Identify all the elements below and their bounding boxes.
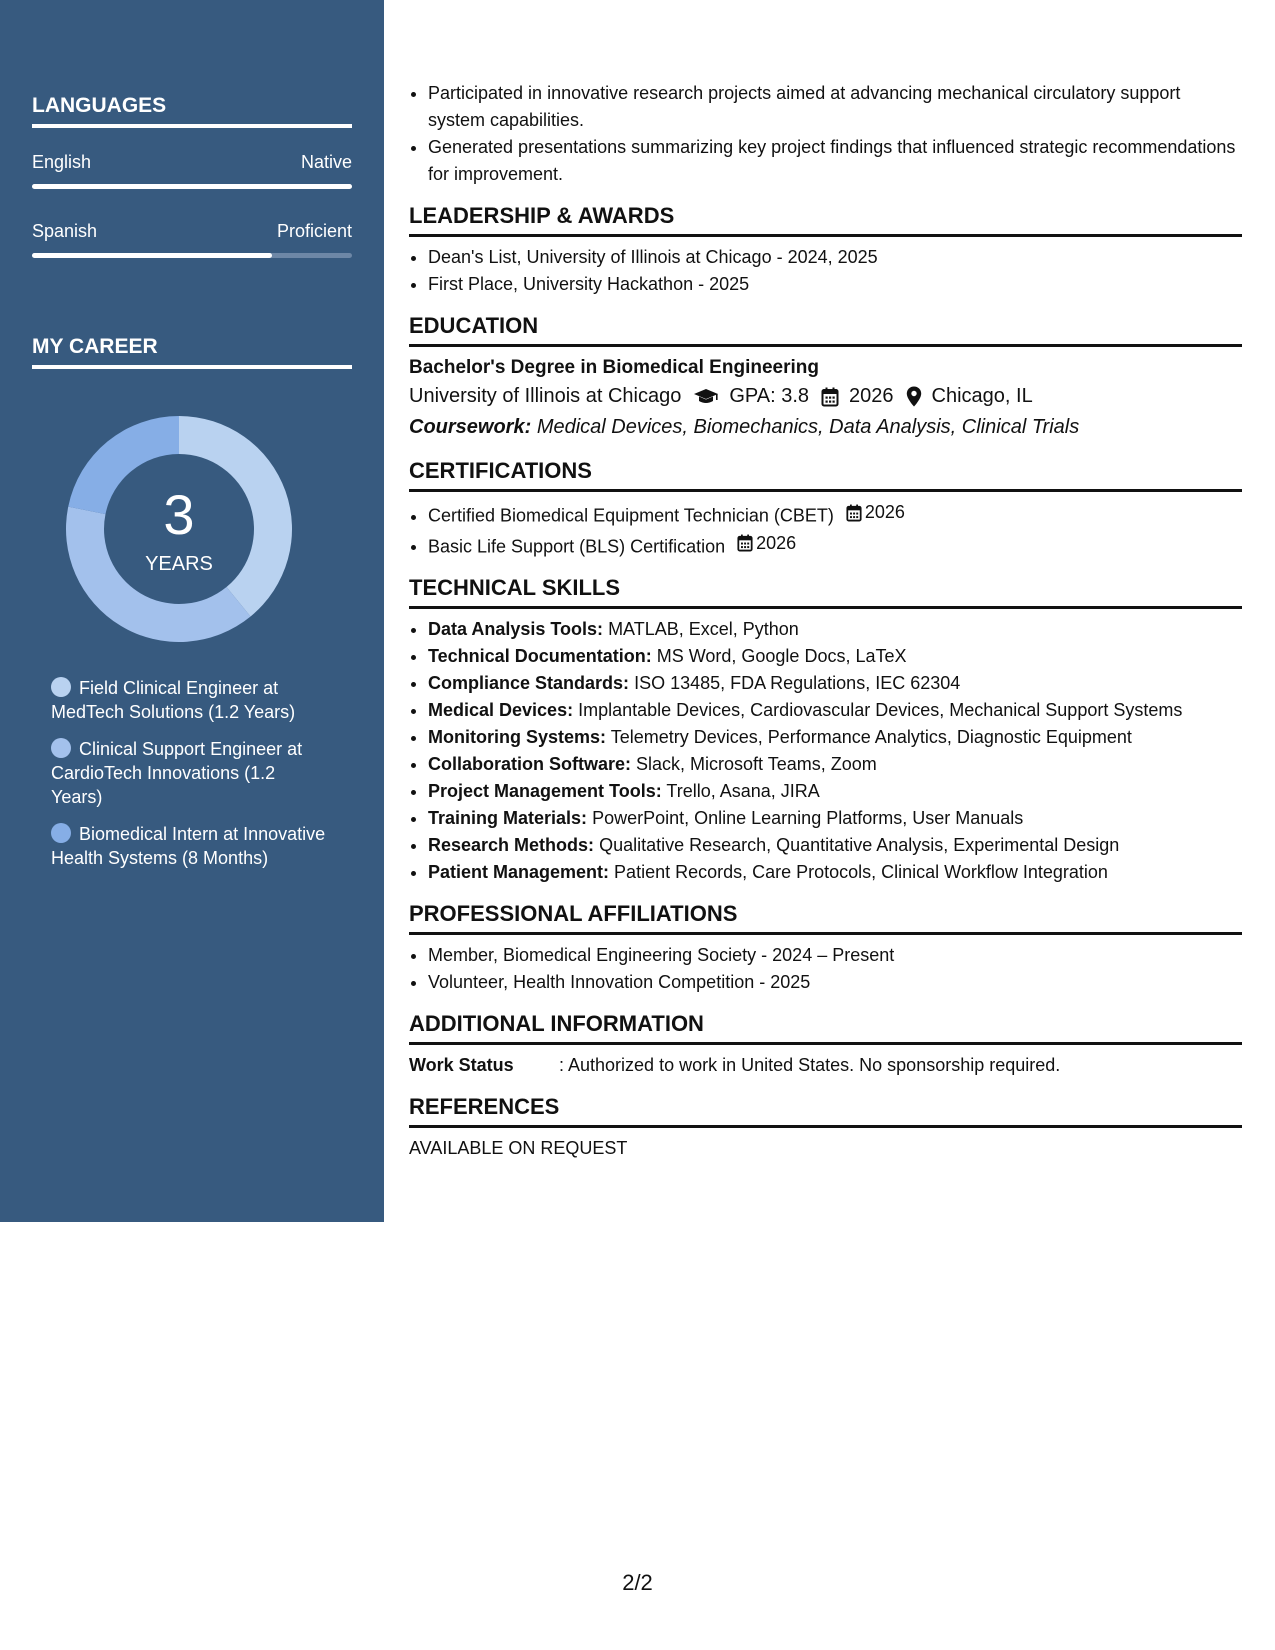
list-item: • Dean's List, University of Illinois at Chicago - 2024, 2025 (428, 244, 1242, 271)
list-item: • First Place, University Hackathon - 2025 (428, 271, 1242, 298)
career-heading: MY CAREER (32, 335, 352, 369)
skills-list (409, 616, 1242, 886)
coursework-label: Coursework: (409, 416, 532, 438)
career-total-unit: YEARS (145, 553, 213, 575)
language-fill (32, 184, 352, 189)
skill-value: MS Word, Google Docs, LaTeX (656, 646, 907, 666)
affiliations-heading: PROFESSIONAL AFFILIATIONS (409, 900, 1242, 935)
experience-bullets (409, 80, 1242, 188)
work-status-label: Work Status (409, 1055, 514, 1075)
bullet-dot-icon (51, 677, 71, 697)
skill-label: Data Analysis Tools: (428, 619, 604, 639)
sidebar (0, 0, 384, 1222)
career-list (51, 676, 331, 883)
skill-label: Research Methods: (428, 835, 595, 855)
school-location: Chicago, IL (931, 385, 1033, 407)
work-status-row (409, 1052, 1242, 1079)
graduation-cap-icon (693, 388, 719, 406)
career-total-number: 3 (163, 483, 195, 546)
calendar-icon (821, 387, 839, 407)
skill-label: Technical Documentation: (428, 646, 652, 666)
education-heading: EDUCATION (409, 312, 1242, 347)
certifications-list (409, 499, 1242, 560)
language-name: English (32, 152, 92, 172)
language-fill (32, 253, 272, 258)
references-heading: REFERENCES (409, 1093, 1242, 1128)
language-row-spanish (32, 221, 352, 242)
graduation-year: 2026 (849, 385, 894, 407)
list-item: • Volunteer, Health Innovation Competition - 2025 (428, 969, 1242, 996)
school-name: University of Illinois at Chicago (409, 385, 682, 407)
list-item (428, 670, 1242, 697)
education-details (409, 381, 1242, 412)
donut-segment (179, 416, 292, 616)
cert-year: 2026 (864, 502, 905, 522)
cert-year: 2026 (756, 532, 797, 553)
work-status-value: : Authorized to work in United States. No sponsorship required. (559, 1055, 1061, 1075)
career-item-text: Clinical Support Engineer at CardioTech Innovations (1.2 Years) (51, 739, 303, 807)
cert-name: Certified Biomedical Equipment Technician (CBET) (428, 505, 834, 526)
leadership-list (409, 244, 1242, 298)
career-item (51, 676, 331, 724)
skill-label: Collaboration Software: (428, 754, 632, 774)
list-item (428, 643, 1242, 670)
skill-label: Patient Management: (428, 862, 610, 882)
skill-value: ISO 13485, FDA Regulations, IEC 62304 (634, 673, 961, 693)
bullet-dot-icon (51, 738, 71, 758)
additional-info-heading: ADDITIONAL INFORMATION (409, 1010, 1242, 1045)
cert-name: Basic Life Support (BLS) Certification (428, 536, 726, 556)
languages-heading: LANGUAGES (32, 94, 352, 128)
main-content (409, 80, 1242, 1162)
skill-value: MATLAB, Excel, Python (608, 619, 799, 639)
list-item: • Member, Biomedical Engineering Society - 2024 – Present (428, 942, 1242, 969)
location-pin-icon (906, 386, 922, 407)
language-bar-spanish (32, 253, 352, 258)
list-item (428, 616, 1242, 643)
coursework-value: Medical Devices, Biomechanics, Data Analysis, Clinical Trials (536, 416, 1080, 438)
list-item (428, 724, 1242, 751)
skill-value: Trello, Asana, JIRA (666, 781, 820, 801)
list-item (428, 697, 1242, 724)
calendar-icon (846, 504, 862, 522)
skill-label: Medical Devices: (428, 700, 574, 720)
degree-title: Bachelor's Degree in Biomedical Engineering (409, 357, 819, 378)
list-item (428, 832, 1242, 859)
certifications-heading: CERTIFICATIONS (409, 457, 1242, 492)
leadership-heading: LEADERSHIP & AWARDS (409, 202, 1242, 237)
skills-heading: TECHNICAL SKILLS (409, 574, 1242, 609)
language-level: Proficient (276, 221, 352, 241)
skill-label: Project Management Tools: (428, 781, 662, 801)
list-item (428, 499, 1242, 530)
skill-value: PowerPoint, Online Learning Platforms, User Manuals (592, 808, 1024, 828)
career-item-text: Biomedical Intern at Innovative Health Systems (8 Months) (51, 824, 326, 868)
language-bar-english (32, 184, 352, 189)
career-item-text: Field Clinical Engineer at MedTech Solutions (1.2 Years) (51, 678, 296, 722)
list-item: • Participated in innovative research projects aimed at advancing mechanical circulatory support system capabilities. (428, 80, 1242, 134)
list-item: • Generated presentations summarizing key project findings that influenced strategic recommendations for improvement. (428, 134, 1242, 188)
career-item (51, 737, 331, 809)
gpa: GPA: 3.8 (729, 385, 810, 407)
coursework (409, 412, 1242, 443)
skill-value: Telemetry Devices, Performance Analytics, Diagnostic Equipment (610, 727, 1132, 747)
skill-label: Compliance Standards: (428, 673, 630, 693)
donut-segment (68, 416, 179, 514)
language-level: Native (300, 152, 352, 172)
calendar-icon (737, 534, 753, 552)
skill-value: Patient Records, Care Protocols, Clinical Workflow Integration (614, 862, 1108, 882)
page-number: 2/2 (622, 1570, 653, 1595)
list-item (428, 778, 1242, 805)
affiliations-list (409, 942, 1242, 996)
list-item (428, 805, 1242, 832)
skill-label: Monitoring Systems: (428, 727, 607, 747)
list-item (428, 530, 1242, 561)
list-item (428, 859, 1242, 886)
skill-label: Training Materials: (428, 808, 588, 828)
language-name: Spanish (32, 221, 98, 241)
list-item (428, 751, 1242, 778)
skill-value: Qualitative Research, Quantitative Analysis, Experimental Design (599, 835, 1120, 855)
references-text: AVAILABLE ON REQUEST (409, 1138, 628, 1158)
skill-value: Slack, Microsoft Teams, Zoom (636, 754, 877, 774)
skill-value: Implantable Devices, Cardiovascular Devices, Mechanical Support Systems (578, 700, 1183, 720)
career-item (51, 822, 331, 870)
bullet-dot-icon (51, 823, 71, 843)
career-donut-chart (66, 416, 292, 642)
language-row-english (32, 152, 352, 173)
